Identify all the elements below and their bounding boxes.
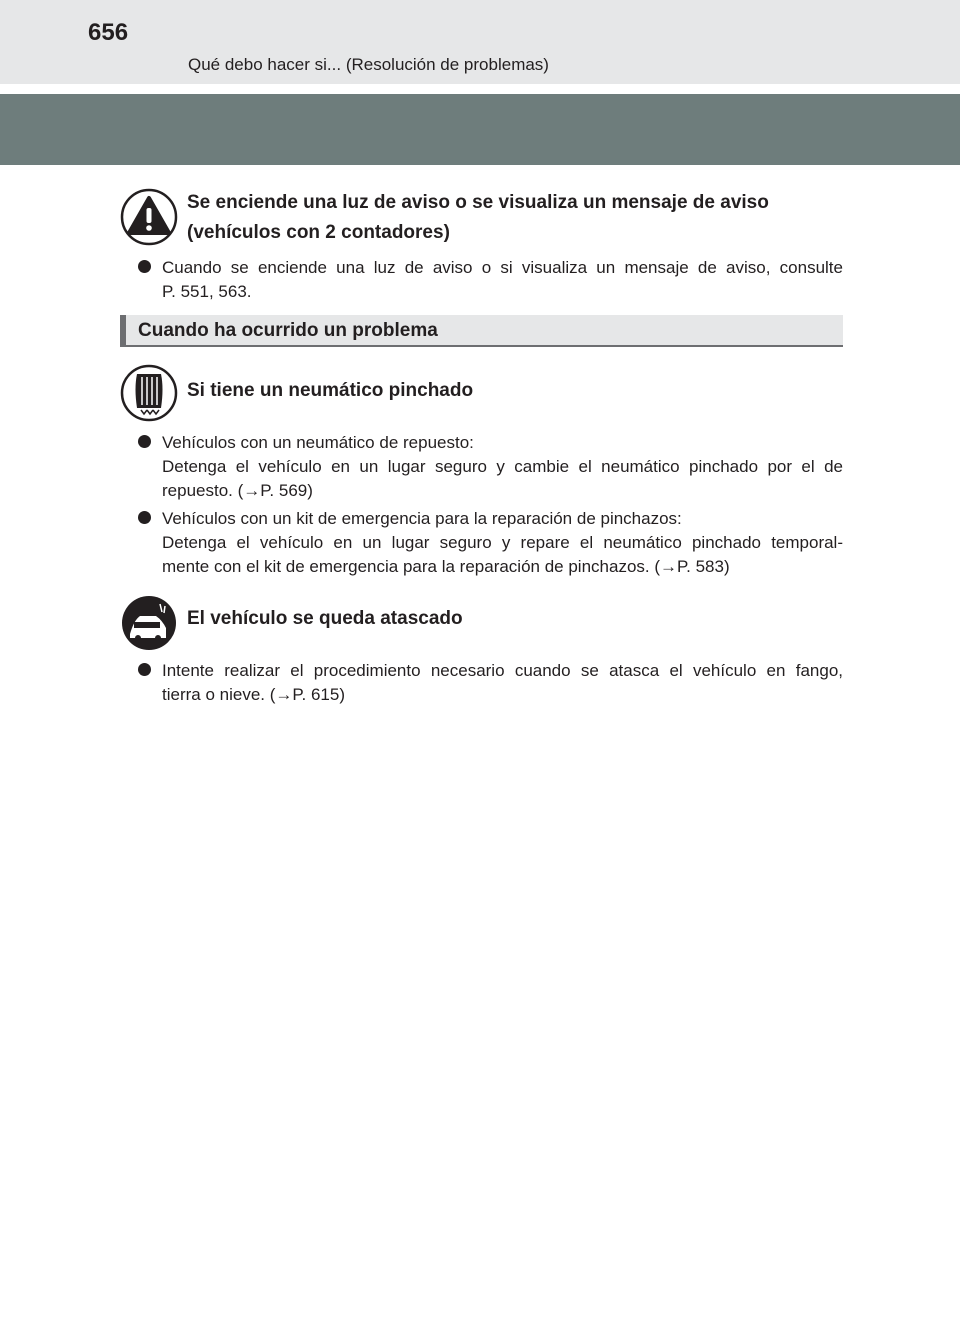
flat-tire-icon [120, 364, 178, 422]
flat-tire-bullet2-line1: Vehículos con un kit de emergencia para la reparación de pinchazos: [162, 509, 682, 528]
stuck-bullet-line1: Intente realizar el procedimiento necesario cuando se atasca el vehículo en fango, [162, 661, 843, 680]
bullet-dot [138, 260, 151, 273]
stuck-vehicle-icon [120, 594, 178, 652]
flat-tire-bullet1-line3: repuesto. (→P. 569) [162, 481, 313, 500]
section-heading: Cuando ha ocurrido un problema [138, 320, 438, 341]
flat-tire-title: Si tiene un neumático pinchado [187, 380, 474, 401]
warning-bullet-line2: P. 551, 563. [162, 282, 252, 301]
header-band [0, 94, 960, 165]
flat-tire-bullet2-line2: Detenga el vehículo en un lugar seguro y repare el neumático pinchado temporal- [162, 533, 843, 552]
bullet-dot [138, 435, 151, 448]
top-header-bar [0, 0, 960, 84]
warning-title-line1: Se enciende una luz de aviso o se visualiza un mensaje de aviso [187, 192, 769, 213]
bullet-dot [138, 663, 151, 676]
flat-tire-bullet-1 [138, 431, 843, 503]
stuck-title: El vehículo se queda atascado [187, 608, 463, 629]
warning-triangle-icon [120, 188, 178, 246]
flat-tire-bullet-2 [138, 507, 843, 579]
stuck-bullet [138, 659, 843, 707]
page-number: 656 [88, 19, 129, 46]
warning-bullet-line1: Cuando se enciende una luz de aviso o si visualiza un mensaje de aviso, consulte [162, 258, 843, 277]
warning-title-line2: (vehículos con 2 contadores) [187, 222, 450, 243]
warning-bullet [138, 256, 843, 304]
running-title: Qué debo hacer si... (Resolución de problemas) [188, 55, 549, 74]
flat-tire-bullet2-line3: mente con el kit de emergencia para la reparación de pinchazos. (→P. 583) [162, 557, 730, 576]
section-heading-bar [120, 315, 843, 347]
stuck-bullet-line2: tierra o nieve. (→P. 615) [162, 685, 345, 704]
flat-tire-bullet1-line2: Detenga el vehículo en un lugar seguro y cambie el neumático pinchado por el de [162, 457, 843, 476]
flat-tire-bullet1-line1: Vehículos con un neumático de repuesto: [162, 433, 474, 452]
bullet-dot [138, 511, 151, 524]
warning-title [187, 188, 837, 248]
